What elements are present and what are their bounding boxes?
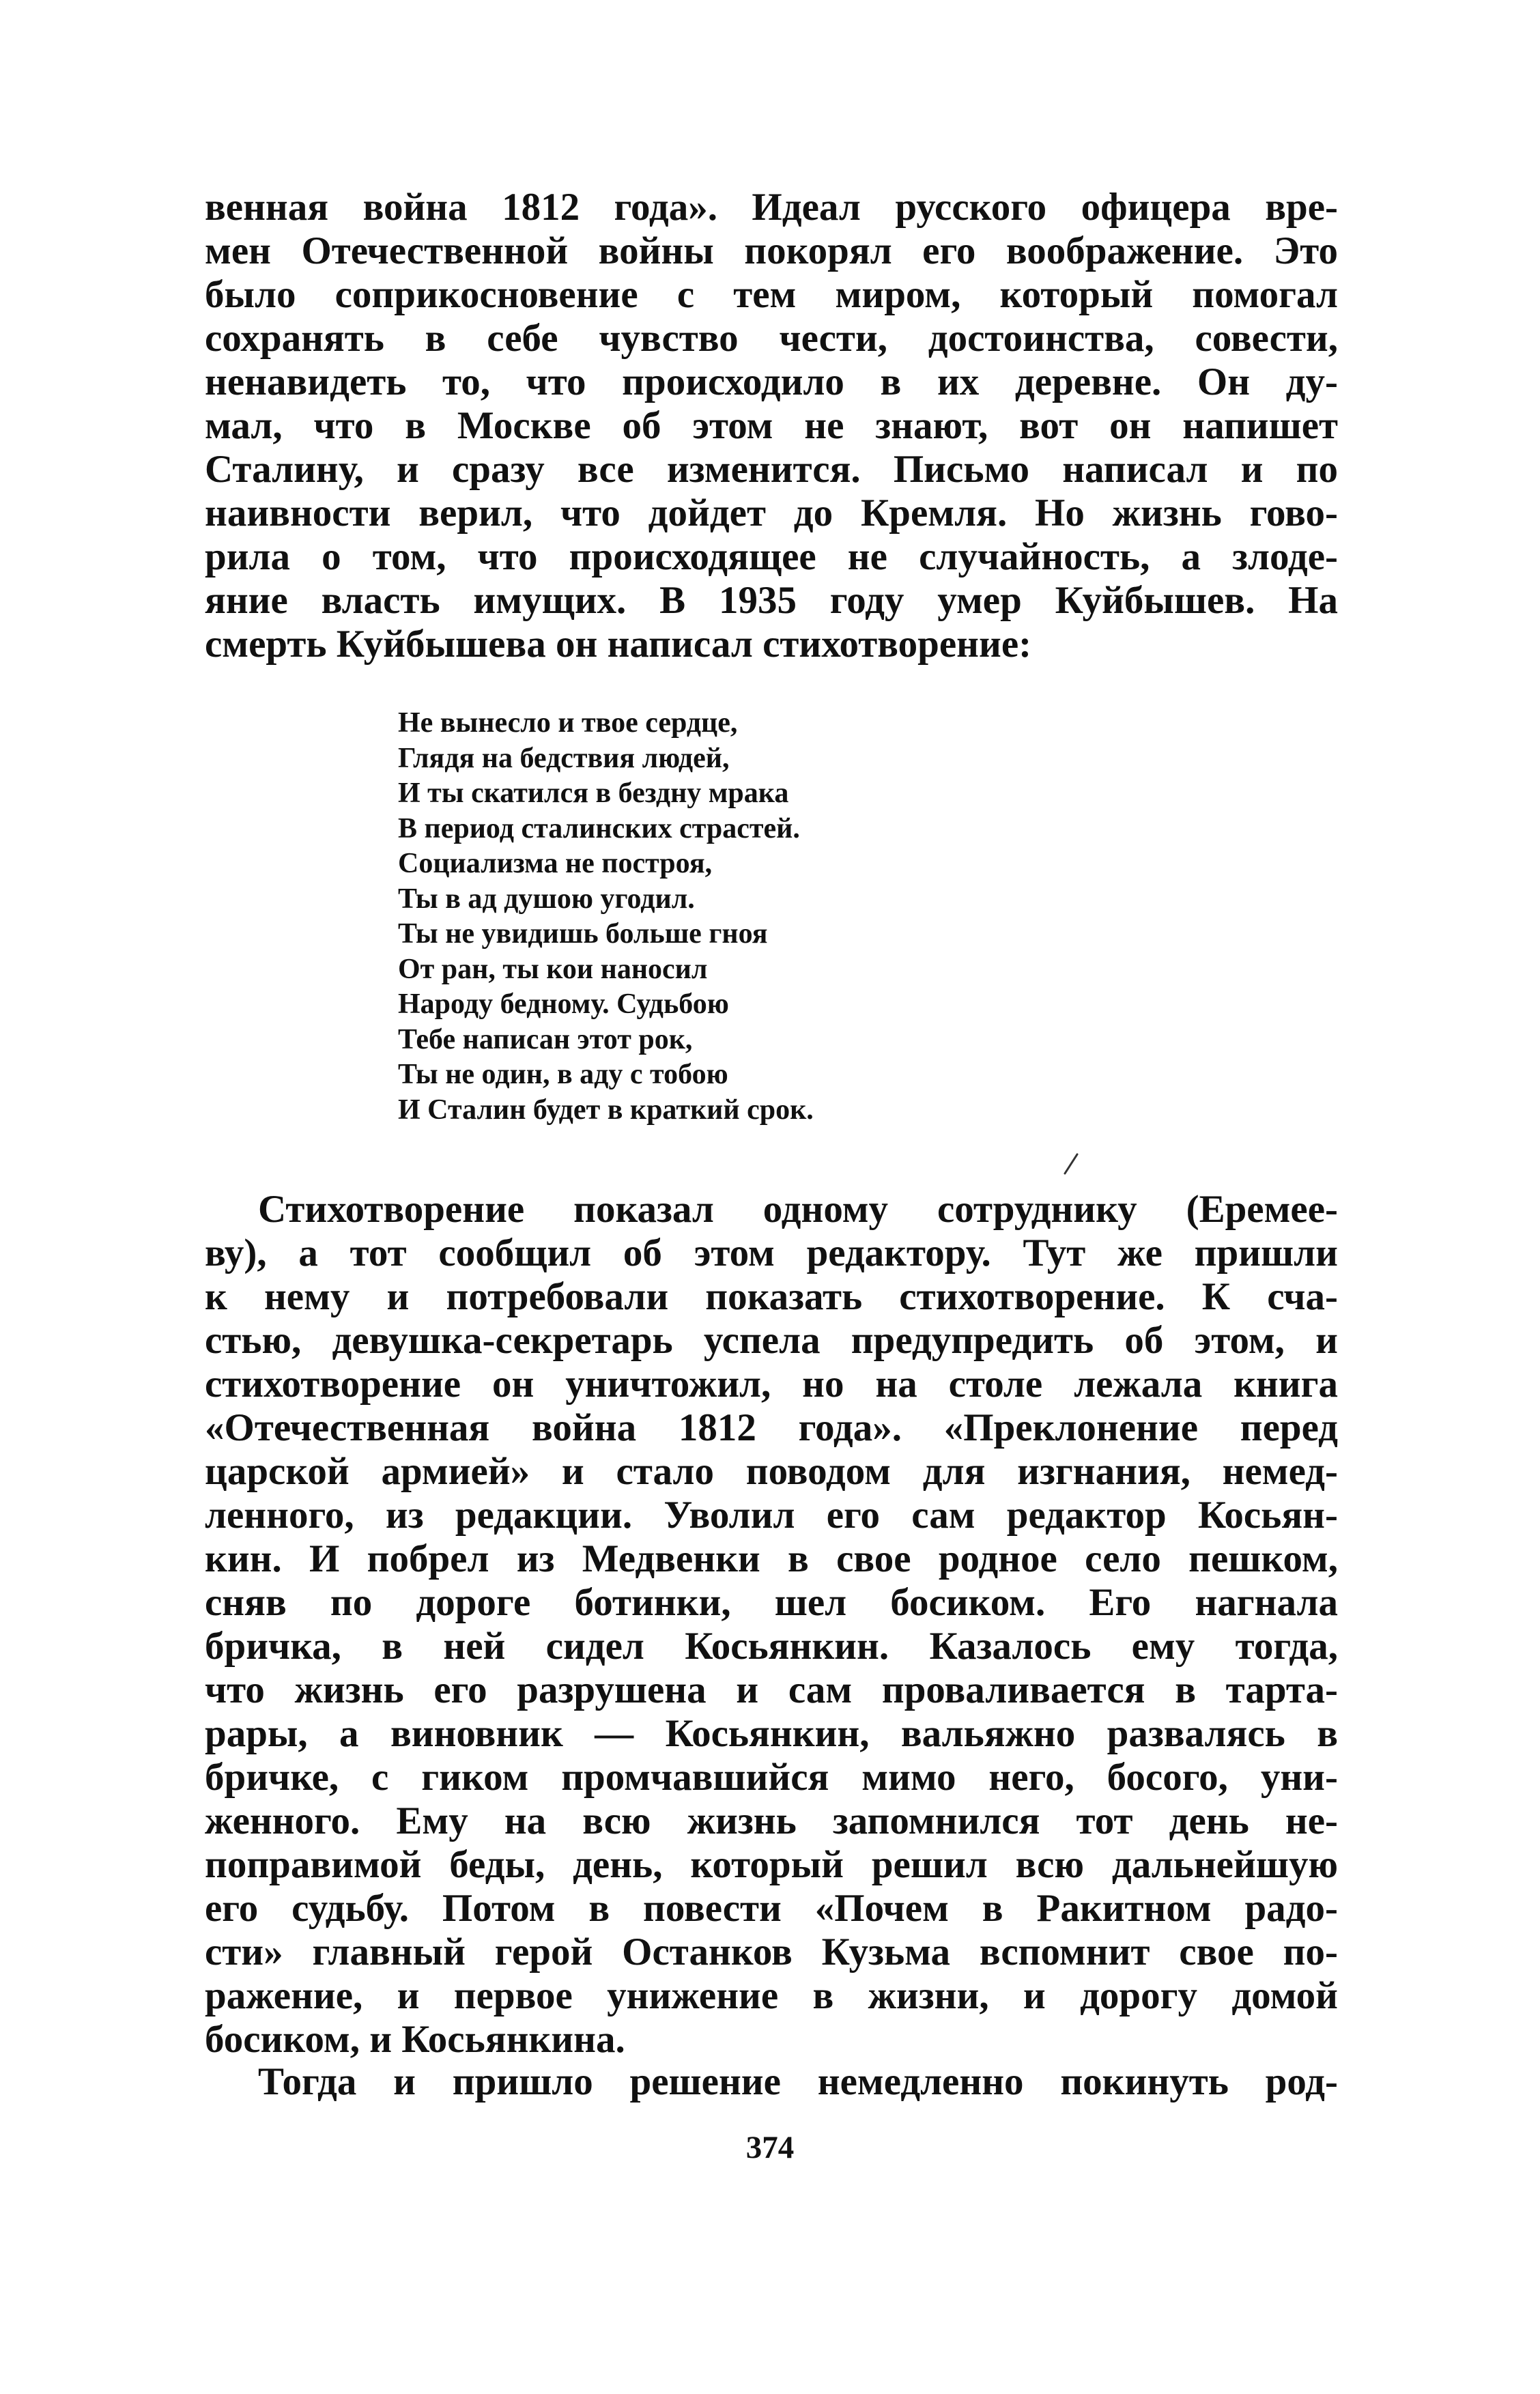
paragraph-1 [205,186,1338,666]
poem-line: От ран, ты кои наносил [398,953,708,985]
text-line: что жизнь его разрушена и сам проваливается в тарта- [205,1668,1338,1711]
paragraph-2 [205,1188,1338,2062]
text-line: рары, а виновник — Косьянкин, вальяжно развалясь в [205,1712,1338,1755]
text-line: поправимой беды, день, который решил всю дальнейшую [205,1843,1338,1886]
text-line: «Отечественная война 1812 года». «Преклонение перед [205,1406,1338,1449]
poem-line: И Сталин будет в краткий срок. [398,1094,814,1126]
poem [398,706,1012,1128]
text-line: ражение, и первое унижение в жизни, и дорогу домой [205,1974,1338,2017]
page-number: 374 [745,2130,795,2165]
text-line: кин. И побрел из Медвенки в свое родное село пешком, [205,1537,1338,1580]
text-line: сняв по дороге ботинки, шел босиком. Его нагнала [205,1581,1338,1624]
text-line: женного. Ему на всю жизнь запомнился тот день не- [205,1799,1338,1842]
poem-line: Тебе написан этот рок, [398,1023,693,1055]
text-line: венная война 1812 года». Идеал русского офицера вре- [205,186,1338,229]
text-line: сохранять в себе чувство чести, достоинства, совести, [205,317,1338,360]
text-line: наивности верил, что дойдет до Кремля. Но жизнь гово- [205,491,1338,535]
poem-line: Народу бедному. Судьбою [398,988,729,1020]
text-line: его судьбу. Потом в повести «Почем в Ракитном радо- [205,1887,1338,1930]
text-line: Стихотворение показал одному сотруднику (Еремее- [258,1188,1338,1231]
text-line: было соприкосновение с тем миром, который помогал [205,273,1338,316]
text-line: яние власть имущих. В 1935 году умер Куйбышев. На [205,579,1338,622]
text-line: смерть Куйбышева он написал стихотворение: [205,623,1032,666]
paragraph-3 [205,2060,1338,2104]
text-line: стихотворение он уничтожил, но на столе лежала книга [205,1363,1338,1406]
text-line: бричке, с гиком промчавшийся мимо него, босого, уни- [205,1756,1338,1799]
text-line: бричка, в ней сидел Косьянкин. Казалось ему тогда, [205,1625,1338,1668]
text-line: ву), а тот сообщил об этом редактору. Тут же пришли [205,1231,1338,1274]
text-line: к нему и потребовали показать стихотворение. К сча- [205,1275,1338,1318]
text-line: ненавидеть то, что происходило в их деревне. Он ду- [205,360,1338,403]
text-line: Сталину, и сразу все изменится. Письмо написал и по [205,448,1338,491]
text-line: босиком, и Косьянкина. [205,2018,625,2061]
text-line: стью, девушка-секретарь успела предупредить об этом, и [205,1319,1338,1362]
text-line: сти» главный герой Останков Кузьма вспомнит свое по- [205,1930,1338,1973]
poem-line: Глядя на бедствия людей, [398,742,730,774]
poem-line: В период сталинских страстей. [398,812,800,844]
text-line: мен Отечественной войны покорял его воображение. Это [205,229,1338,272]
poem-line: И ты скатился в бездну мрака [398,778,789,809]
poem-line: Не вынесло и твое сердце, [398,707,738,739]
text-line: ленного, из редакции. Уволил его сам редактор Косьян- [205,1494,1338,1537]
poem-line: Ты не увидишь больше гноя [398,918,768,950]
poem-line: Ты в ад душою угодил. [398,883,695,915]
poem-line: Социализма не построя, [398,848,713,879]
stray-pen-mark [1062,1152,1080,1175]
poem-line: Ты не один, в аду с тобою [398,1059,728,1090]
text-line: Тогда и пришло решение немедленно покинуть род- [258,2060,1338,2103]
text-line: мал, что в Москве об этом не знают, вот он напишет [205,404,1338,447]
text-line: рила о том, что происходящее не случайность, а злоде- [205,535,1338,578]
text-line: царской армией» и стало поводом для изгнания, немед- [205,1450,1338,1493]
